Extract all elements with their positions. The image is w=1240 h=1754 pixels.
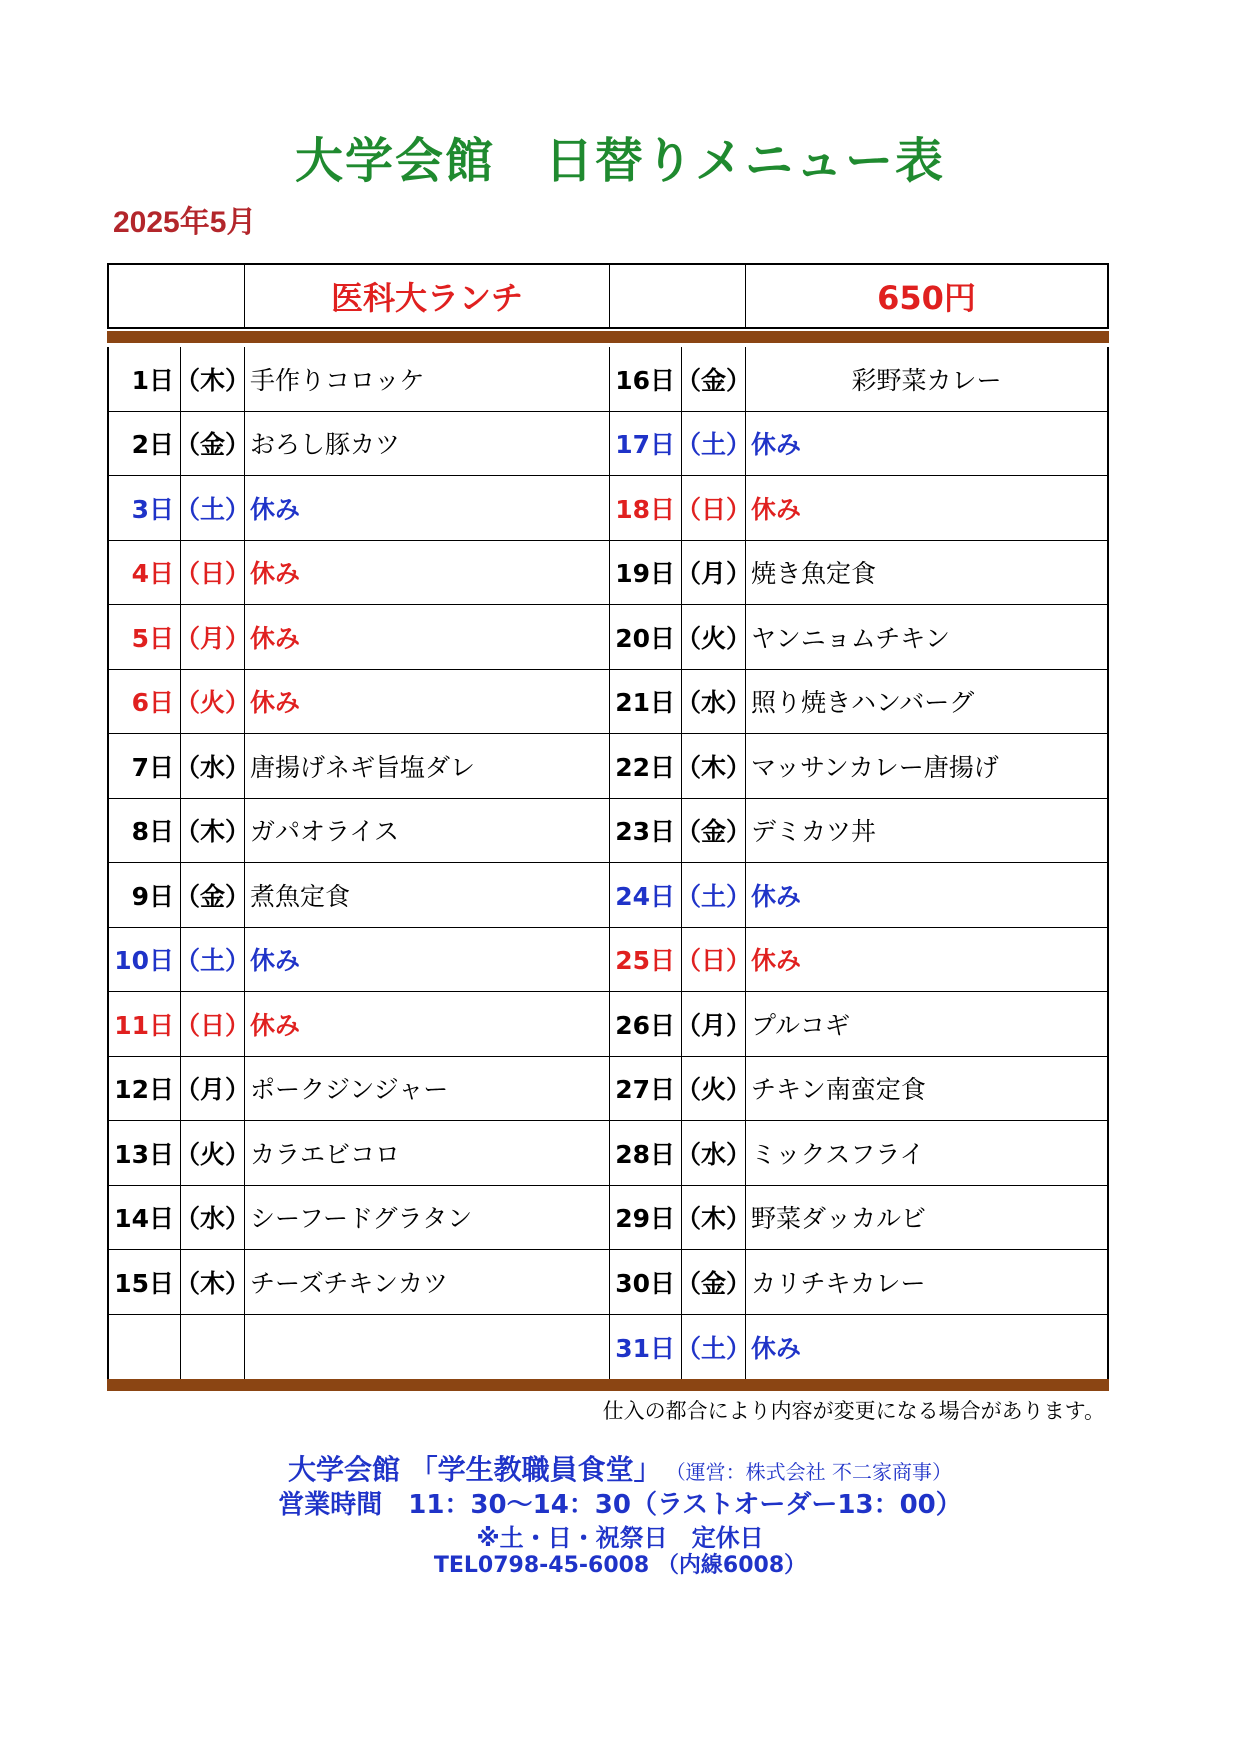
day-cell: 8日: [109, 799, 181, 863]
menu-cell: ヤンニョムチキン: [751, 623, 951, 653]
table-row: [109, 928, 1107, 993]
menu-cell: チキン南蛮定食: [751, 1075, 926, 1105]
menu-cell: 休み: [245, 541, 610, 605]
menu-cell: 休み: [751, 881, 802, 911]
weekday-cell: （月）: [682, 992, 746, 1056]
menu-cell: 休み: [245, 476, 610, 540]
table-row: [109, 863, 1107, 928]
day-cell: 10日: [109, 928, 181, 992]
table-row: [109, 1315, 1107, 1380]
menu-cell: カラエビコロ: [245, 1121, 610, 1185]
weekday-cell: （月）: [181, 605, 245, 669]
menu-cell: プルコギ: [751, 1010, 851, 1040]
table-row: [109, 1250, 1107, 1315]
day-cell: 18日: [610, 476, 682, 540]
menu-cell: ガパオライス: [245, 799, 610, 863]
weekday-cell: （金）: [682, 1250, 746, 1314]
weekday-cell: （木）: [181, 799, 245, 863]
day-cell: 30日: [610, 1250, 682, 1314]
weekday-cell: （日）: [181, 992, 245, 1056]
table-row: [109, 1186, 1107, 1251]
business-hours: 営業時間 11：30～14：30（ラストオーダー13：00）: [278, 1490, 962, 1520]
menu-cell: チーズチキンカツ: [245, 1250, 610, 1314]
day-cell: 14日: [109, 1186, 181, 1250]
menu-cell: ポークジンジャー: [245, 1057, 610, 1121]
day-cell: 2日: [109, 412, 181, 476]
menu-cell: 休み: [751, 430, 802, 460]
menu-cell: 休み: [245, 992, 610, 1056]
weekday-cell: （水）: [682, 1121, 746, 1185]
menu-cell: 彩野菜カレー: [851, 365, 1002, 395]
month-label: 2025年5月: [113, 206, 257, 239]
table-row: [109, 412, 1107, 477]
day-cell: 3日: [109, 476, 181, 540]
operator-name: （運営：株式会社 不二家商事）: [675, 1460, 953, 1484]
menu-table: [107, 347, 1109, 1379]
menu-cell: おろし豚カツ: [245, 412, 610, 476]
weekday-cell: （金）: [682, 347, 746, 411]
weekday-cell: （金）: [682, 799, 746, 863]
table-row: [109, 670, 1107, 735]
day-cell: 31日: [610, 1315, 682, 1380]
table-row: [109, 1057, 1107, 1122]
menu-cell: マッサンカレー唐揚げ: [751, 752, 999, 782]
table-row: [109, 541, 1107, 606]
table-row: [109, 347, 1107, 412]
day-cell: 6日: [109, 670, 181, 734]
top-divider-bar: [107, 331, 1109, 343]
header-blank-cell: [610, 265, 746, 327]
menu-cell: 野菜ダッカルビ: [751, 1204, 927, 1234]
weekday-cell: （木）: [181, 347, 245, 411]
weekday-cell: （金）: [181, 863, 245, 927]
table-row: [109, 1121, 1107, 1186]
weekday-cell: （日）: [181, 541, 245, 605]
table-row: [109, 605, 1107, 670]
weekday-cell: （日）: [682, 928, 746, 992]
menu-cell: 休み: [245, 670, 610, 734]
day-cell: 29日: [610, 1186, 682, 1250]
price-label: 650円: [877, 279, 976, 317]
weekday-cell: （水）: [682, 670, 746, 734]
menu-header: [107, 263, 1109, 329]
lunch-name-label: 医科大ランチ: [245, 265, 610, 327]
day-cell: 27日: [610, 1057, 682, 1121]
day-cell: 15日: [109, 1250, 181, 1314]
weekday-cell: （火）: [682, 605, 746, 669]
day-cell: 5日: [109, 605, 181, 669]
weekday-cell: （土）: [682, 1315, 746, 1380]
day-cell: 21日: [610, 670, 682, 734]
menu-cell: 焼き魚定食: [751, 559, 877, 589]
weekday-cell: [181, 1315, 245, 1380]
weekday-cell: （月）: [181, 1057, 245, 1121]
table-row: [109, 799, 1107, 864]
page-title: 大学会館 日替りメニュー表: [294, 133, 945, 189]
telephone: TEL0798-45-6008 （内線6008）: [433, 1553, 807, 1578]
weekday-cell: （木）: [181, 1250, 245, 1314]
menu-cell: 休み: [751, 1333, 802, 1363]
day-cell: 19日: [610, 541, 682, 605]
weekday-cell: （木）: [682, 1186, 746, 1250]
menu-cell: ミックスフライ: [751, 1139, 925, 1169]
day-cell: 16日: [610, 347, 682, 411]
menu-cell: 休み: [245, 928, 610, 992]
weekday-cell: （土）: [181, 476, 245, 540]
day-cell: 26日: [610, 992, 682, 1056]
day-cell: 7日: [109, 734, 181, 798]
day-cell: 17日: [610, 412, 682, 476]
menu-cell: 休み: [245, 605, 610, 669]
change-notice: 仕入の都合により内容が変更になる場合があります。: [602, 1399, 1105, 1423]
weekday-cell: （土）: [181, 928, 245, 992]
menu-cell: デミカツ丼: [751, 817, 877, 847]
day-cell: [109, 1315, 181, 1380]
day-cell: 25日: [610, 928, 682, 992]
table-row: [109, 476, 1107, 541]
menu-cell: [245, 1315, 610, 1380]
menu-cell: 照り焼きハンバーグ: [751, 688, 975, 718]
day-cell: 24日: [610, 863, 682, 927]
day-cell: 12日: [109, 1057, 181, 1121]
table-row: [109, 734, 1107, 799]
menu-cell: シーフードグラタン: [245, 1186, 610, 1250]
day-cell: 28日: [610, 1121, 682, 1185]
venue-name: 大学会館 「学生教職員食堂」: [287, 1453, 662, 1486]
menu-cell: 唐揚げネギ旨塩ダレ: [245, 734, 610, 798]
day-cell: 11日: [109, 992, 181, 1056]
weekday-cell: （火）: [181, 1121, 245, 1185]
menu-cell: 休み: [751, 494, 802, 524]
day-cell: 9日: [109, 863, 181, 927]
day-cell: 1日: [109, 347, 181, 411]
venue-line: [0, 1448, 1240, 1488]
day-cell: 20日: [610, 605, 682, 669]
weekday-cell: （水）: [181, 1186, 245, 1250]
weekday-cell: （木）: [682, 734, 746, 798]
header-blank-cell: [109, 265, 245, 327]
closed-days: ※土・日・祝祭日 定休日: [476, 1524, 764, 1552]
weekday-cell: （火）: [181, 670, 245, 734]
weekday-cell: （日）: [682, 476, 746, 540]
day-cell: 22日: [610, 734, 682, 798]
weekday-cell: （金）: [181, 412, 245, 476]
menu-cell: 手作りコロッケ: [245, 347, 610, 411]
day-cell: 23日: [610, 799, 682, 863]
weekday-cell: （月）: [682, 541, 746, 605]
menu-cell: 休み: [751, 946, 802, 976]
day-cell: 13日: [109, 1121, 181, 1185]
weekday-cell: （土）: [682, 412, 746, 476]
menu-cell: 煮魚定食: [245, 863, 610, 927]
bottom-divider-bar: [107, 1379, 1109, 1391]
weekday-cell: （水）: [181, 734, 245, 798]
weekday-cell: （火）: [682, 1057, 746, 1121]
day-cell: 4日: [109, 541, 181, 605]
menu-cell: カリチキカレー: [751, 1268, 926, 1298]
table-row: [109, 992, 1107, 1057]
weekday-cell: （土）: [682, 863, 746, 927]
